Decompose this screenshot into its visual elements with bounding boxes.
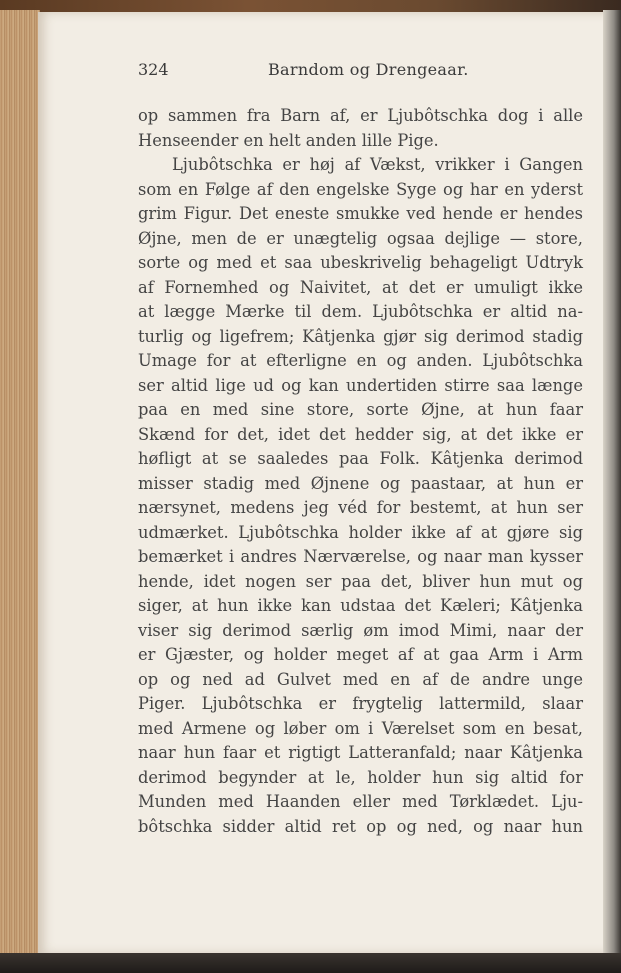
text-line: som en Følge af den engelske Syge og har en yderst	[138, 179, 583, 199]
text-line: at lægge Mærke til dem. Ljubôtschka er altid na-	[138, 302, 583, 321]
text-line: Henseender en helt anden lille Pige.	[138, 130, 439, 150]
text-line: Skænd for det, idet det hedder sig, at det ikke er	[138, 424, 583, 444]
scan-bottom-border	[0, 953, 621, 973]
text-line: nærsynet, medens jeg véd for bestemt, at hun ser	[138, 498, 583, 517]
text-line: af Fornemhed og Naivitet, at det er umuligt ikke	[138, 277, 583, 297]
text-line: naar hun faar et rigtigt Latteranfald; naar Kâtjenka	[138, 743, 583, 762]
running-head	[138, 60, 583, 84]
text-line: ser altid lige ud og kan undertiden stirre saa længe	[138, 375, 583, 395]
text-line: Øjne, men de er unægtelig ogsaa dejlige — store,	[138, 228, 583, 248]
text-line: Piger. Ljubôtschka er frygtelig lattermild, slaar	[138, 694, 583, 713]
text-line: op og ned ad Gulvet med en af de andre unge	[138, 669, 583, 689]
body-text	[138, 104, 583, 839]
text-line: er Gjæster, og holder meget af at gaa Arm i Arm	[138, 645, 583, 664]
text-line: siger, at hun ikke kan udstaa det Kæleri; Kâtjenka	[138, 596, 583, 615]
text-line: viser sig derimod særlig øm imod Mimi, naar der	[138, 620, 583, 640]
text-line: bôtschka sidder altid ret op og ned, og naar hun	[138, 816, 583, 836]
text-line: hende, idet nogen ser paa det, bliver hun mut og	[138, 571, 583, 591]
text-line: misser stadig med Øjnene og paastaar, at hun er	[138, 473, 583, 493]
page-stack-edge	[0, 10, 40, 955]
text-line: Ljubôtschka er høj af Vækst, vrikker i Gangen	[172, 155, 583, 174]
text-line: paa en med sine store, sorte Øjne, at hun faar	[138, 400, 583, 419]
text-line: med Armene og løber om i Værelset som en besat,	[138, 718, 583, 738]
text-line: sorte og med et saa ubeskrivelig behageligt Udtryk	[138, 253, 583, 272]
page-number: 324	[138, 60, 169, 79]
text-line: op sammen fra Barn af, er Ljubôtschka dog i alle	[138, 106, 583, 125]
page-gutter-shadow	[603, 10, 621, 960]
text-line: Umage for at efterligne en og anden. Ljubôtschka	[138, 351, 583, 370]
text-line: Munden med Haanden eller med Tørklædet. Lju-	[138, 792, 583, 811]
text-line: udmærket. Ljubôtschka holder ikke af at gjøre sig	[138, 522, 583, 542]
book-cover-edge	[0, 0, 621, 12]
text-line: derimod begynder at le, holder hun sig altid for	[138, 767, 583, 787]
text-line: turlig og ligefrem; Kâtjenka gjør sig derimod stadig	[138, 326, 583, 346]
text-line: grim Figur. Det eneste smukke ved hende er hendes	[138, 204, 583, 223]
text-line: høfligt at se saaledes paa Folk. Kâtjenka derimod	[138, 449, 583, 468]
running-title: Barndom og Drengeaar.	[268, 60, 469, 79]
text-line: bemærket i andres Nærværelse, og naar man kysser	[138, 547, 583, 566]
